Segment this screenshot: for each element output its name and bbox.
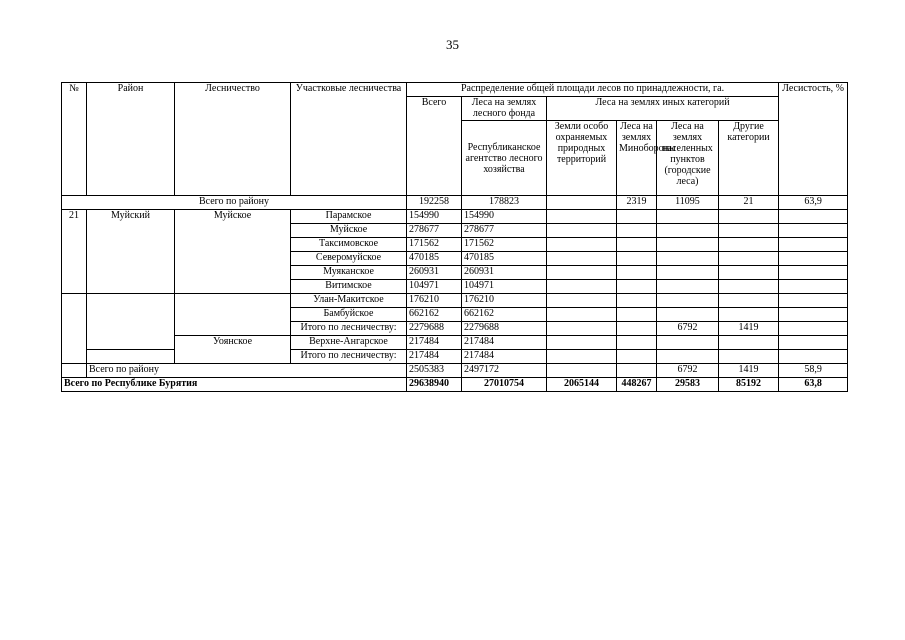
section-name: Бамбуйское [291,308,407,322]
cell-total: 2279688 [407,322,462,336]
section-name: Северомуйское [291,252,407,266]
cell-total: 217484 [407,336,462,350]
cell-other: 1419 [719,364,779,378]
cell-fund: 470185 [462,252,547,266]
header-forest-fund: Леса на землях лесного фонда [462,97,547,121]
cell-total: 104971 [407,280,462,294]
cell-protected [547,196,617,210]
cell-total: 217484 [407,350,462,364]
district-name: Муйский [87,210,175,294]
cell-total: 171562 [407,238,462,252]
section-name: Витимское [291,280,407,294]
cell-total: 2505383 [407,364,462,378]
row-label: Всего по Республике Бурятия [62,378,407,392]
table-row [62,336,848,350]
section-name: Муйское [291,224,407,238]
cell-fund: 171562 [462,238,547,252]
cell-fund: 217484 [462,336,547,350]
header-num: № [62,83,87,196]
table-row [62,196,848,210]
cell-fund: 176210 [462,294,547,308]
empty-district-cell [87,294,175,350]
empty-num-cell [62,364,87,378]
header-settlements: Леса на землях населенных пунктов (городские леса) [657,121,719,196]
table-row [62,210,848,224]
page-number: 35 [446,37,459,52]
cell-fund: 178823 [462,196,547,210]
section-name: Улан-Макитское [291,294,407,308]
cell-fund: 217484 [462,350,547,364]
cell-total: 662162 [407,308,462,322]
row-label: Всего по району [87,364,407,378]
cell-settlements: 6792 [657,322,719,336]
cell-protected: 2065144 [547,378,617,392]
cell-settlements: 6792 [657,364,719,378]
forestry-total-label: Итого по лесничеству: [291,350,407,364]
forest-area-table [61,82,848,392]
header-district: Район [87,83,175,196]
cell-total: 278677 [407,224,462,238]
header-other-categories: Леса на землях иных категорий [547,97,779,121]
section-name: Парамское [291,210,407,224]
cell-total: 176210 [407,294,462,308]
cell-fund: 104971 [462,280,547,294]
cell-total: 29638940 [407,378,462,392]
cell-fund: 278677 [462,224,547,238]
cell-cover: 63,9 [779,196,848,210]
district-number: 21 [62,210,87,294]
cell-defense: 2319 [617,196,657,210]
forestry-name: Уоянское [175,336,291,364]
header-other: Другие категории [719,121,779,196]
cell-settlements: 11095 [657,196,719,210]
cell-total: 470185 [407,252,462,266]
cell-fund: 662162 [462,308,547,322]
empty-district-cell [87,350,175,364]
empty-num-cell [62,294,87,364]
header-total: Всего [407,97,462,196]
forestry-total-label: Итого по лесничеству: [291,322,407,336]
cell-other: 85192 [719,378,779,392]
table-row [62,294,848,308]
cell-fund: 2279688 [462,322,547,336]
cell-fund: 154990 [462,210,547,224]
cell-fund: 260931 [462,266,547,280]
cell-cover: 58,9 [779,364,848,378]
header-republic-agency: Республиканское агентство лесного хозяйства [462,121,547,196]
cell-total: 154990 [407,210,462,224]
cell-total: 192258 [407,196,462,210]
cell-defense: 448267 [617,378,657,392]
section-name: Таксимовское [291,238,407,252]
header-protected: Земли особо охраняемых природных территорий [547,121,617,196]
cell-fund: 2497172 [462,364,547,378]
header-forestry: Лесничество [175,83,291,196]
header-distribution: Распределение общей площади лесов по принадлежности, га. [407,83,779,97]
cell-other: 21 [719,196,779,210]
table-row [62,364,848,378]
section-name: Верхне-Ангарское [291,336,407,350]
header-section-forestry: Участковые лесничества [291,83,407,196]
row-label: Всего по району [62,196,407,210]
cell-other: 1419 [719,322,779,336]
table-row [62,378,848,392]
header-defense: Леса на землях Минобороны [617,121,657,196]
empty-forestry-cell [175,294,291,336]
cell-cover: 63,8 [779,378,848,392]
cell-settlements: 29583 [657,378,719,392]
forestry-name: Муйское [175,210,291,294]
cell-total: 260931 [407,266,462,280]
section-name: Муяканское [291,266,407,280]
header-forest-cover: Лесистость, % [779,83,848,196]
cell-fund: 27010754 [462,378,547,392]
